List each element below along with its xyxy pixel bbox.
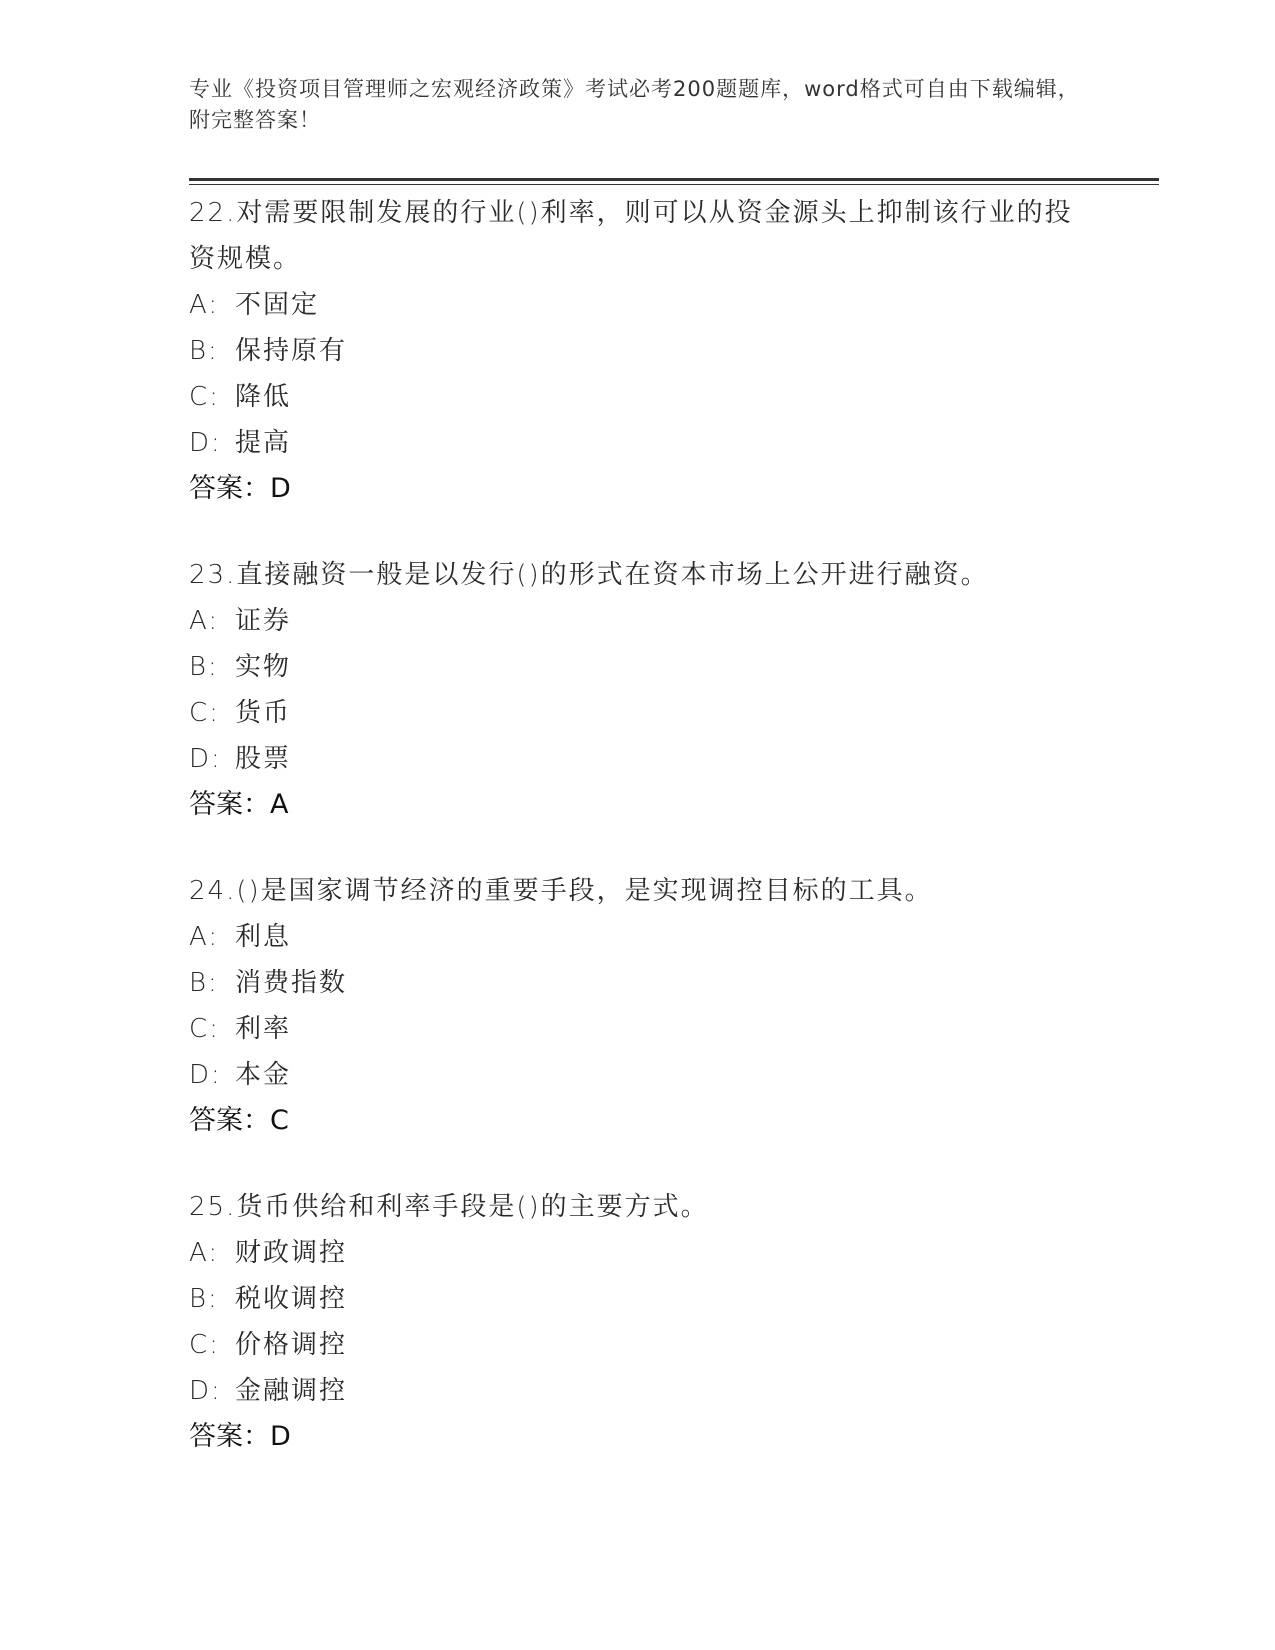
option-text: 利息 (235, 922, 292, 952)
answer-line: 答案：D (189, 1421, 291, 1452)
option-letter: D: (189, 1376, 222, 1406)
option-text: 不固定 (235, 290, 320, 320)
option-text: 财政调控 (235, 1238, 348, 1268)
option-text: 证券 (235, 606, 292, 636)
option-letter: D: (189, 744, 222, 774)
option-letter: C: (189, 382, 220, 412)
question-list (189, 190, 1089, 1500)
option-text: 股票 (235, 744, 292, 774)
option-text: 税收调控 (235, 1284, 348, 1314)
answer-line: 答案：D (189, 473, 291, 504)
option-d (189, 736, 1089, 782)
question-24 (189, 868, 1089, 1144)
option-c (189, 374, 1089, 420)
option-text: 本金 (235, 1060, 292, 1090)
option-text: 消费指数 (235, 968, 348, 998)
option-letter: A: (189, 1238, 220, 1268)
option-letter: A: (189, 290, 220, 320)
option-text: 金融调控 (235, 1376, 348, 1406)
option-text: 提高 (235, 428, 292, 458)
question-stem: 22.对需要限制发展的行业()利率，则可以从资金源头上抑制该行业的投资规模。 (189, 198, 1073, 274)
option-d (189, 1368, 1089, 1414)
option-letter: D: (189, 428, 222, 458)
question-25 (189, 1184, 1089, 1460)
option-letter: D: (189, 1060, 222, 1090)
option-b (189, 1276, 1089, 1322)
option-letter: A: (189, 606, 220, 636)
question-stem: 25.货币供给和利率手段是()的主要方式。 (189, 1192, 709, 1222)
option-d (189, 1052, 1089, 1098)
option-b (189, 644, 1089, 690)
option-letter: B: (189, 968, 219, 998)
option-c (189, 1006, 1089, 1052)
option-c (189, 690, 1089, 736)
option-letter: B: (189, 336, 219, 366)
question-stem: 23.直接融资一般是以发行()的形式在资本市场上公开进行融资。 (189, 560, 989, 590)
option-text: 利率 (235, 1014, 292, 1044)
question-23 (189, 552, 1089, 828)
option-text: 货币 (235, 698, 292, 728)
option-text: 降低 (235, 382, 292, 412)
answer-line: 答案：C (189, 1105, 289, 1136)
option-letter: C: (189, 698, 220, 728)
option-text: 保持原有 (235, 336, 348, 366)
option-letter: C: (189, 1014, 220, 1044)
option-a (189, 598, 1089, 644)
option-text: 价格调控 (235, 1330, 348, 1360)
option-b (189, 960, 1089, 1006)
option-d (189, 420, 1089, 466)
option-text: 实物 (235, 652, 292, 682)
option-b (189, 328, 1089, 374)
option-a (189, 914, 1089, 960)
option-c (189, 1322, 1089, 1368)
question-stem: 24.()是国家调节经济的重要手段，是实现调控目标的工具。 (189, 876, 933, 906)
option-letter: B: (189, 1284, 219, 1314)
header-divider-thin (189, 184, 1159, 185)
option-letter: C: (189, 1330, 220, 1360)
header-divider-thick (189, 178, 1159, 181)
option-a (189, 282, 1089, 328)
option-letter: A: (189, 922, 220, 952)
option-letter: B: (189, 652, 219, 682)
question-22 (189, 190, 1089, 512)
answer-line: 答案：A (189, 789, 289, 820)
option-a (189, 1230, 1089, 1276)
document-header: 专业《投资项目管理师之宏观经济政策》考试必考200题题库，word格式可自由下载编辑，附完整答案！ (189, 77, 1080, 132)
